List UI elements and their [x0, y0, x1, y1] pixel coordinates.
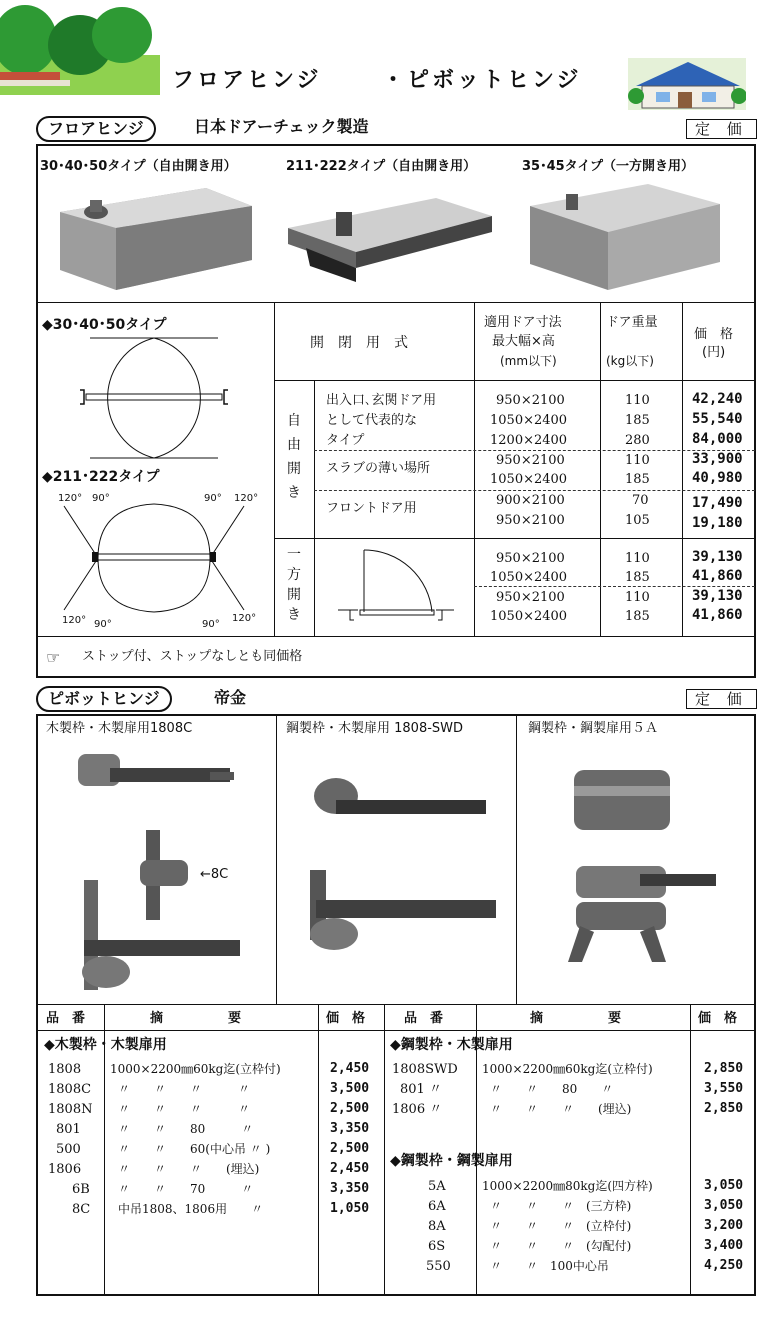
code-cell: 5A: [428, 1179, 446, 1194]
code-cell: 1808C: [48, 1082, 92, 1097]
group-heading-steel-steel: ◆鋼製枠・鋼製扉用: [390, 1153, 513, 1169]
price-cell: 2,850: [704, 1061, 744, 1076]
size-cell: 950×2100: [496, 590, 565, 605]
pivot-price-label: 定 価: [686, 689, 757, 709]
divider: [384, 1004, 385, 1294]
diagram-a-title: ◆30･40･50タイプ: [42, 317, 167, 333]
callout-8c: ←8C: [200, 867, 229, 882]
price-cell: 3,050: [704, 1178, 744, 1193]
price-cell: 4,250: [704, 1258, 744, 1273]
divider: [274, 538, 755, 539]
floor-hinge-maker: 日本ドアーチェック製造: [194, 117, 369, 136]
group-free: 由: [287, 437, 301, 453]
floor-hinge-photo-2: [286, 190, 496, 285]
desc-cell: 〃 〃 80 〃: [490, 1082, 614, 1096]
weight-cell: 185: [625, 413, 650, 428]
code-cell: 801: [56, 1122, 81, 1137]
price-cell: 2,500: [330, 1141, 370, 1156]
code-cell: 550: [426, 1259, 451, 1274]
angle-label: 120°: [62, 615, 87, 626]
angle-label: 90°: [202, 619, 220, 630]
desc-cell: 〃 〃 70 〃: [118, 1182, 254, 1196]
desc-cell: 1000×2200㎜60kg迄(立枠付): [110, 1062, 281, 1076]
size-cell: 950×2100: [496, 453, 565, 468]
col-header-summary: 摘 要: [530, 1011, 622, 1026]
divider: [314, 490, 755, 491]
size-cell: 950×2100: [496, 513, 565, 528]
floor-price-label: 定 価: [686, 119, 757, 139]
desc-cell: 1000×2200㎜60kg迄(立枠付): [482, 1062, 653, 1076]
price-cell: 19,180: [692, 515, 743, 531]
pointing-hand-icon: ☞: [46, 648, 61, 667]
desc-cell: 〃 〃 80 〃: [118, 1122, 254, 1136]
weight-cell: 185: [625, 472, 650, 487]
price-cell: 2,450: [330, 1061, 370, 1076]
type-label-2: 211･222タイプ（自由開き用）: [286, 159, 477, 174]
code-cell: 500: [56, 1142, 81, 1157]
code-cell: 801 〃: [400, 1082, 442, 1097]
price-cell: 1,050: [330, 1201, 370, 1216]
code-cell: 8A: [428, 1219, 446, 1234]
price-cell: 41,860: [692, 568, 743, 584]
swing-diagram-a: [70, 334, 240, 464]
divider: [37, 1004, 755, 1005]
code-cell: 1806 〃: [392, 1102, 443, 1117]
col-header-size: 適用ドア寸法: [484, 315, 562, 330]
desc-cell: 〃 〃 60(中心吊 〃 ): [118, 1142, 271, 1156]
desc-cell: 〃 〃 〃 (埋込): [490, 1102, 632, 1116]
price-cell: 33,900: [692, 451, 743, 467]
price-cell: 41,860: [692, 607, 743, 623]
floor-hinge-photo-1: [56, 180, 256, 295]
size-cell: 1050×2400: [490, 609, 568, 624]
weight-cell: 185: [625, 570, 650, 585]
divider: [314, 450, 755, 451]
group-oneway: き: [287, 607, 301, 623]
divider: [474, 586, 755, 587]
hills-illustration: [0, 0, 160, 95]
use-text: スラブの薄い場所: [326, 461, 431, 476]
weight-cell: 105: [625, 513, 650, 528]
col-header-price: 価 格: [698, 1011, 738, 1026]
swing-diagram-b: [44, 486, 264, 630]
code-cell: 1808SWD: [392, 1062, 458, 1077]
weight-cell: 110: [625, 393, 650, 408]
col-header-summary: 摘 要: [150, 1011, 242, 1026]
price-cell: 42,240: [692, 391, 743, 407]
price-cell: 39,130: [692, 588, 743, 604]
divider: [37, 1030, 755, 1031]
size-cell: 950×2100: [496, 393, 565, 408]
angle-label: 90°: [94, 619, 112, 630]
page-title-floor: フロアヒンジ: [172, 68, 322, 93]
group-free: 開: [287, 461, 301, 477]
floor-hinge-photo-3: [528, 180, 724, 295]
desc-cell: 1000×2200㎜80kg迄(四方枠): [482, 1179, 653, 1193]
price-cell: 2,450: [330, 1161, 370, 1176]
divider: [37, 636, 755, 637]
desc-cell: 〃 〃 〃 〃: [118, 1102, 251, 1116]
use-text: 出入口､玄関ドア用: [326, 393, 437, 408]
desc-cell: 〃 〃 100中心吊: [490, 1259, 609, 1273]
price-cell: 39,130: [692, 549, 743, 565]
page-title-pivot: ・ピボットヒンジ: [382, 68, 582, 93]
code-cell: 6B: [72, 1182, 90, 1197]
use-text: フロントドア用: [326, 501, 417, 516]
col-header-code: 品 番: [46, 1011, 86, 1026]
size-cell: 950×2100: [496, 551, 565, 566]
weight-cell: 110: [625, 453, 650, 468]
divider: [274, 380, 755, 381]
code-cell: 1808N: [48, 1102, 93, 1117]
price-cell: 40,980: [692, 470, 743, 486]
desc-cell: 〃 〃 〃 (埋込): [118, 1162, 260, 1176]
price-cell: 55,540: [692, 411, 743, 427]
price-cell: 3,200: [704, 1218, 744, 1233]
price-cell: 3,350: [330, 1121, 370, 1136]
col-header-price: 価 格: [694, 327, 734, 342]
divider: [274, 302, 275, 636]
desc-cell: 〃 〃 〃 (三方枠): [490, 1199, 632, 1213]
price-cell: 3,500: [330, 1081, 370, 1096]
angle-label: 120°: [58, 493, 83, 504]
divider: [314, 380, 315, 636]
weight-cell: 110: [625, 551, 650, 566]
pivot-photo-title: 鋼製枠・鋼製扉用５Ａ: [528, 721, 659, 736]
group-oneway: 一: [287, 547, 301, 563]
divider: [276, 715, 277, 1005]
code-cell: 6S: [428, 1239, 446, 1254]
size-cell: 1200×2400: [490, 433, 568, 448]
code-cell: 1806: [48, 1162, 82, 1177]
code-cell: 8C: [72, 1202, 91, 1217]
col-header-method: 開 閉 用 式: [310, 335, 408, 351]
price-cell: 84,000: [692, 431, 743, 447]
type-label-1: 30･40･50タイプ（自由開き用）: [40, 159, 237, 174]
floor-hinge-label: フロアヒンジ: [36, 116, 156, 142]
group-heading-wood-wood: ◆木製枠・木製扉用: [44, 1037, 167, 1053]
size-cell: 1050×2400: [490, 472, 568, 487]
price-cell: 17,490: [692, 495, 743, 511]
pivot-photo-title: 鋼製枠・木製扉用 1808-SWD: [286, 721, 464, 736]
house-illustration: [628, 58, 746, 110]
divider: [37, 302, 755, 303]
oneway-door-diagram: [336, 546, 456, 628]
col-header-size-unit: (mm以下): [500, 354, 557, 368]
col-header-size: 最大幅×高: [492, 334, 555, 349]
desc-cell: 〃 〃 〃 〃: [118, 1082, 251, 1096]
price-cell: 3,400: [704, 1238, 744, 1253]
diagram-b-title: ◆211･222タイプ: [42, 469, 160, 485]
floor-note: ストップ付、ストップなしとも同価格: [82, 649, 303, 664]
col-header-weight: ドア重量: [606, 315, 658, 330]
code-cell: 1808: [48, 1062, 82, 1077]
group-oneway: 開: [287, 587, 301, 603]
divider: [690, 1004, 691, 1294]
weight-cell: 280: [625, 433, 650, 448]
desc-cell: 〃 〃 〃 (立枠付): [490, 1219, 632, 1233]
angle-label: 90°: [92, 493, 110, 504]
pivot-hinge-photo-1808c: [70, 740, 270, 1000]
angle-label: 120°: [234, 493, 259, 504]
col-header-weight-unit: (kg以下): [606, 354, 654, 368]
desc-cell: 中吊1808、1806用 〃: [118, 1202, 264, 1216]
price-cell: 2,850: [704, 1101, 744, 1116]
size-cell: 1050×2400: [490, 413, 568, 428]
divider: [516, 715, 517, 1005]
pivot-hinge-maker: 帝金: [214, 688, 247, 707]
angle-label: 90°: [204, 493, 222, 504]
weight-cell: 70: [632, 493, 649, 508]
weight-cell: 110: [625, 590, 650, 605]
weight-cell: 185: [625, 609, 650, 624]
col-header-price: 価 格: [326, 1011, 366, 1026]
group-oneway: 方: [287, 567, 301, 583]
use-text: として代表的な: [326, 413, 418, 428]
group-free: 自: [287, 413, 301, 429]
size-cell: 900×2100: [496, 493, 565, 508]
size-cell: 1050×2400: [490, 570, 568, 585]
price-cell: 3,050: [704, 1198, 744, 1213]
type-label-3: 35･45タイプ（一方開き用）: [522, 159, 695, 174]
angle-label: 120°: [232, 613, 257, 624]
price-cell: 2,500: [330, 1101, 370, 1116]
use-text: タイプ: [326, 433, 365, 448]
code-cell: 6A: [428, 1199, 446, 1214]
col-header-price-unit: (円): [702, 345, 726, 360]
divider: [318, 1004, 319, 1294]
desc-cell: 〃 〃 〃 (勾配付): [490, 1239, 632, 1253]
pivot-hinge-photo-5a: [560, 766, 730, 976]
price-cell: 3,550: [704, 1081, 744, 1096]
pivot-hinge-photo-1808swd: [296, 770, 506, 970]
pivot-photo-title: 木製枠・木製扉用1808C: [46, 721, 193, 736]
pivot-hinge-label: ピボットヒンジ: [36, 686, 172, 712]
price-cell: 3,350: [330, 1181, 370, 1196]
group-free: き: [287, 485, 301, 501]
group-heading-steel-wood: ◆鋼製枠・木製扉用: [390, 1037, 513, 1053]
col-header-code: 品 番: [404, 1011, 444, 1026]
